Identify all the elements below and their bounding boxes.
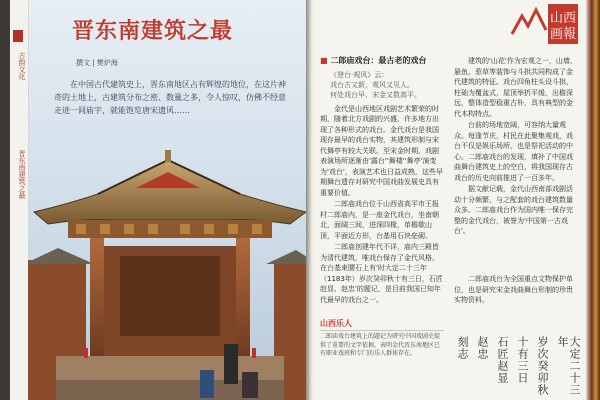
calligraphy-inscription — [456, 336, 580, 398]
calligraphy-line: 赵忠 — [476, 336, 489, 360]
visitor — [242, 372, 258, 398]
text-column-2-bottom — [454, 274, 578, 307]
intro-text: 在中国古代建筑史上，晋东南地区占有辉煌的地位，在这片神奇的土地上，古建筑分布之密、数量之多，令人惊叹，仿佛不经意走进一间庙宇，就能饱览唐宋遗风…… — [54, 80, 286, 115]
subsection-note: 二郎庙戏台建筑上的题记为研究中国戏剧史提供了重要的文字依据，表明金代晋东南地区已有职业戏班和专门的乐人群体存在。 — [320, 333, 441, 357]
calligraphy-line: 大定二十三年 — [556, 336, 581, 396]
right-building-roof — [266, 250, 310, 264]
stage-opening — [120, 256, 220, 336]
subsection-divider — [320, 330, 444, 331]
paragraph: 二郎庙戏台位于山西省高平市王报村二郎庙内，是一座金代戏台，坐南朝北，面阔三间，进深四椽，单檐歇山顶，平面近方形，台基用石块垒砌。 — [320, 200, 439, 240]
author-credit: 撰文 | 樊炉海 — [76, 59, 118, 67]
right-page — [314, 0, 586, 400]
svg-text:画報: 画報 — [549, 27, 577, 42]
page-edge-decoration — [586, 0, 600, 400]
ancient-stage-photo — [28, 148, 310, 400]
left-page — [10, 0, 310, 400]
column-left — [90, 238, 104, 358]
side-label-section: 晋东南建筑之最 — [18, 150, 26, 199]
paragraph: 据文献记载，金代山西南部戏剧活动十分频繁，与之配套的戏台建筑数量众多。二郎庙戏台作为国内唯一保存完整的金代戏台，被誉为'中国第一古戏台'。 — [454, 185, 573, 235]
brand-logo — [510, 0, 582, 48]
section-heading: ■ 二郎庙戏台：最古老的戏台 — [320, 56, 427, 65]
left-building-roof — [28, 248, 94, 264]
paragraph: 金代是山西地区戏剧艺术繁荣的时期，随着北方戏剧的兴盛，许多地方出现了各种形式的戏台。金代戏台是我国现存最早的戏台实物，其建筑形制与宋代舞亭有较大关联。至宋金时期，戏剧表演场所逐渐由'露台''舞楼''舞亭'演变为'戏台'，表演艺术也日益成熟，这些早期舞台遗存对研究中国戏曲发展史具有重要价值。 — [320, 104, 443, 197]
page-title: 晋东南建筑之最 — [72, 19, 234, 44]
poem-block: 《登台·观风》云： 戏台古又新，观风又见人。 何处戏台早，宋金又数高平。 — [330, 70, 421, 99]
svg-text:山西: 山西 — [549, 11, 577, 26]
visitor — [224, 344, 238, 384]
paragraph: 建筑的'山花'作为宏观之一，山墙、悬鱼、惹草等装饰与斗拱共同构成了金代建筑的特征。戏台四角柱头设斗拱，柱础为覆盆式，屋顶举折平缓，出檐深远，整体造型稳重古朴，具有典型的金代木构特点。 — [454, 57, 577, 118]
mountain-logo-icon — [512, 10, 546, 34]
calligraphy-line: 刻志 — [456, 336, 469, 360]
subsection-heading: 山西乐人 — [320, 319, 352, 328]
visitor — [200, 370, 214, 398]
text-column-2 — [454, 56, 578, 270]
column-right — [236, 238, 250, 358]
side-strip — [10, 0, 29, 400]
bracket-band — [68, 220, 272, 238]
stage-roof — [34, 160, 306, 224]
side-marker — [13, 30, 23, 42]
calligraphy-line: 十有三日 — [516, 336, 529, 384]
paragraph: 二郎庙戏台为全国重点文物保护单位，也是研究宋金戏曲舞台形制的珍贵实物资料。 — [454, 275, 573, 304]
side-label-culture: 古韵文化 — [18, 52, 26, 80]
text-column-1 — [320, 56, 444, 306]
calligraphy-line: 岁次癸卯秋 — [536, 336, 549, 396]
paragraph: 二郎庙创建年代不详，庙内三殿皆为清代建筑，唯戏台保存了金代风格。在台基束腰石上有'时大定二十三年（1183年）岁次癸卯秋十有三日，石匠赵显、赵忠'的题记，是目前我国已知年代最早的戏台之一。 — [320, 243, 443, 304]
calligraphy-line: 石匠赵显 — [496, 336, 509, 384]
paragraph: 台前的场地宽阔，可容纳大量观众。每逢节庆，村民在此聚集观戏，戏台不仅是娱乐场所，也是祭祀活动的中心。二郎庙戏台的发现，填补了中国戏曲舞台建筑史上的空白，将我国现存古戏台的历史向前推进了一百多年。 — [454, 121, 573, 182]
roof-finial — [165, 150, 171, 162]
